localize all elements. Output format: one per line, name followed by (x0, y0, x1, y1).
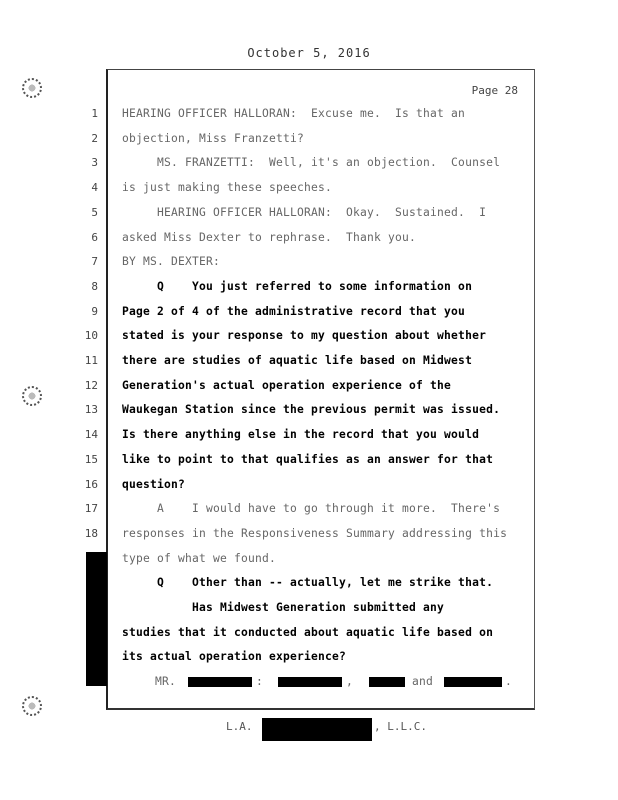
transcript-line: like to point to that qualifies as an answer for that (122, 452, 494, 466)
transcript-line: BY MS. DEXTER: (122, 255, 221, 269)
line-number: 16 (84, 477, 98, 491)
transcript-line: Is there anything else in the record that you would (122, 428, 480, 442)
last-line-separator: , (346, 675, 354, 688)
transcript-line: is just making these speeches. (122, 181, 333, 195)
redaction-sidebar-bar (86, 552, 107, 686)
line-number: 4 (91, 181, 98, 195)
line-number: 6 (91, 230, 98, 244)
transcript-line: studies that it conducted about aquatic life based on (122, 625, 494, 639)
line-number: 10 (84, 329, 98, 343)
footer-left-text: L.A. (226, 720, 253, 733)
transcript-line: Page 2 of 4 of the administrative record that you (122, 304, 466, 318)
last-line-prefix: MR. (155, 675, 177, 688)
transcript-line: Waukegan Station since the previous permit was issued. (122, 403, 501, 417)
redaction-block (444, 677, 502, 687)
redaction-block (369, 677, 405, 687)
line-number: 5 (91, 205, 98, 219)
transcript-line: responses in the Responsiveness Summary addressing this (122, 526, 508, 540)
transcript-line: Q Other than -- actually, let me strike that. (122, 576, 494, 590)
last-line-separator: : (256, 675, 264, 688)
last-line-end: . (505, 675, 513, 688)
line-number: 12 (84, 378, 98, 392)
transcript-line: MS. FRANZETTI: Well, it's an objection. Counsel (122, 156, 501, 170)
line-number: 8 (91, 279, 98, 293)
redaction-block (278, 677, 342, 687)
redaction-block (188, 677, 252, 687)
footer-right-text: , L.L.C. (374, 720, 427, 733)
transcript-line: HEARING OFFICER HALLORAN: Excuse me. Is that an (122, 107, 466, 120)
transcript-line: Generation's actual operation experience of the (122, 378, 452, 392)
page-label: Page 28 (471, 84, 518, 97)
transcript-line: objection, Miss Franzetti? (122, 131, 305, 145)
transcript-line: question? (122, 477, 186, 491)
transcript-line: there are studies of aquatic life based on Midwest (122, 354, 473, 367)
line-number: 11 (84, 354, 98, 367)
footer-redaction-block (262, 718, 372, 741)
line-number: 15 (84, 452, 98, 466)
transcript-line: A I would have to go through it more. There's (122, 502, 501, 516)
transcript-line: Q You just referred to some information on (122, 279, 473, 293)
transcript-line: asked Miss Dexter to rephrase. Thank you. (122, 230, 417, 244)
line-number: 17 (84, 502, 98, 516)
line-number: 9 (91, 304, 98, 318)
transcript-line: stated is your response to my question about whether (122, 329, 487, 343)
line-number: 3 (91, 156, 98, 170)
hole-punch-icon (22, 386, 42, 406)
transcript-line: type of what we found. (122, 551, 277, 565)
transcript-line: Has Midwest Generation submitted any (122, 601, 445, 614)
line-number: 18 (84, 526, 98, 540)
transcript-line: its actual operation experience? (122, 650, 347, 664)
line-number: 13 (84, 403, 98, 417)
line-number: 1 (91, 107, 98, 120)
hole-punch-icon (22, 78, 42, 98)
transcript-line: HEARING OFFICER HALLORAN: Okay. Sustained. I (122, 205, 487, 219)
hole-punch-icon (22, 696, 42, 716)
header-date: October 5, 2016 (247, 46, 371, 60)
last-line-and: and (412, 675, 434, 688)
line-number: 14 (84, 428, 98, 442)
line-number: 7 (91, 255, 98, 269)
line-number: 2 (91, 131, 98, 145)
